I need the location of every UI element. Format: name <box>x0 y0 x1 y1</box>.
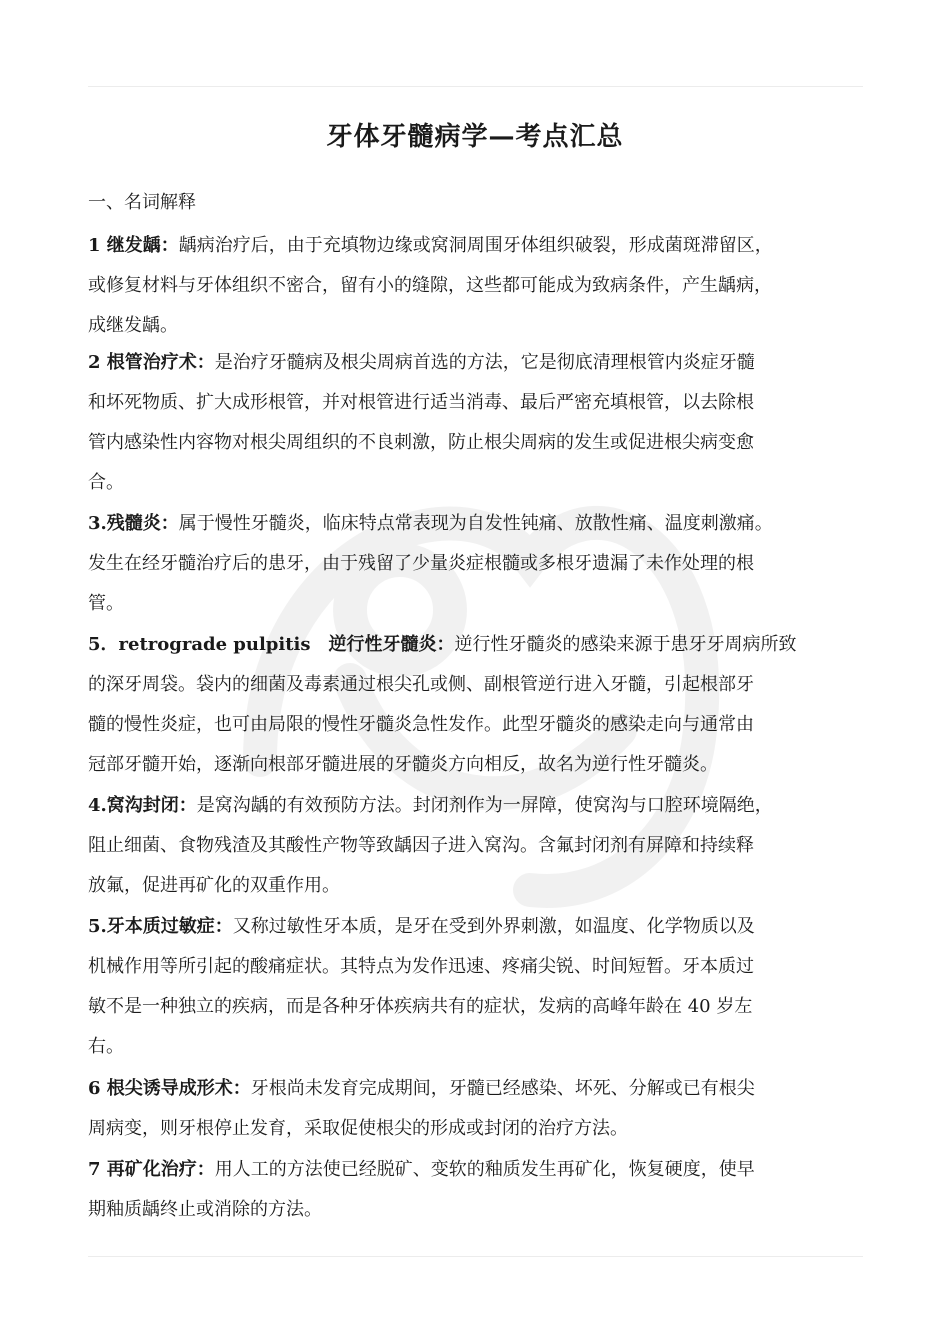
entry-line: 1 继发龋：龋病治疗后，由于充填物边缘或窝洞周围牙体组织破裂，形成菌斑滞留区， <box>88 235 773 256</box>
definition-entry <box>88 786 878 906</box>
definition-entry <box>88 625 878 785</box>
entry-line: 或修复材料与牙体组织不密合，留有小的缝隙，这些都可能成为致病条件，产生龋病， <box>88 275 772 296</box>
definition-entry <box>88 1069 878 1149</box>
entry-line: 6 根尖诱导成形术：牙根尚未发育完成期间，牙髓已经感染、坏死、分解或已有根尖 <box>88 1078 755 1099</box>
definition-entry <box>88 343 878 503</box>
entry-term: 4.窝沟封闭： <box>88 795 197 816</box>
entry-line: 期釉质龋终止或消除的方法。 <box>88 1199 322 1220</box>
section-heading: 一、名词解释 <box>88 192 196 213</box>
entry-line: 7 再矿化治疗：用人工的方法使已经脱矿、变软的釉质发生再矿化，恢复硬度，使早 <box>88 1159 755 1180</box>
entry-line: 髓的慢性炎症，也可由局限的慢性牙髓炎急性发作。此型牙髓炎的感染走向与通常由 <box>88 714 754 735</box>
entry-term: 5．retrograde pulpitis 逆行性牙髓炎： <box>88 634 455 655</box>
entry-line: 周病变，则牙根停止发育，采取促使根尖的形成或封闭的治疗方法。 <box>88 1118 628 1139</box>
entry-line: 发生在经牙髓治疗后的患牙，由于残留了少量炎症根髓或多根牙遗漏了未作处理的根 <box>88 553 754 574</box>
entry-term: 6 根尖诱导成形术： <box>88 1078 251 1099</box>
definition-entry <box>88 504 878 624</box>
entry-line: 2 根管治疗术：是治疗牙髓病及根尖周病首选的方法，它是彻底清理根管内炎症牙髓 <box>88 352 755 373</box>
entry-line: 管。 <box>88 593 124 614</box>
entry-line: 放氟，促进再矿化的双重作用。 <box>88 875 340 896</box>
entry-line: 合。 <box>88 472 124 493</box>
entry-line: 管内感染性内容物对根尖周组织的不良刺激，防止根尖周病的发生或促进根尖病变愈 <box>88 432 754 453</box>
entry-term: 7 再矿化治疗： <box>88 1159 215 1180</box>
entry-line: 机械作用等所引起的酸痛症状。其特点为发作迅速、疼痛尖锐、时间短暂。牙本质过 <box>88 956 754 977</box>
entry-term: 5.牙本质过敏症： <box>88 916 233 937</box>
entry-line: 5．retrograde pulpitis 逆行性牙髓炎：逆行性牙髓炎的感染来源于患牙牙周病所致 <box>88 634 797 655</box>
document-title: 牙体牙髓病学—考点汇总 <box>326 122 624 152</box>
entry-term: 3.残髓炎： <box>88 513 179 534</box>
entry-line: 和坏死物质、扩大成形根管，并对根管进行适当消毒、最后严密充填根管，以去除根 <box>88 392 754 413</box>
header-divider <box>88 86 863 87</box>
entry-line: 冠部牙髓开始，逐渐向根部牙髓进展的牙髓炎方向相反，故名为逆行性牙髓炎。 <box>88 754 718 775</box>
entry-line: 的深牙周袋。袋内的细菌及毒素通过根尖孔或侧、副根管逆行进入牙髓，引起根部牙 <box>88 674 754 695</box>
footer-divider <box>88 1256 863 1257</box>
definition-entry <box>88 907 878 1067</box>
entry-term: 1 继发龋： <box>88 235 179 256</box>
entry-term: 2 根管治疗术： <box>88 352 215 373</box>
entry-line: 右。 <box>88 1036 124 1057</box>
entry-line: 阻止细菌、食物残渣及其酸性产物等致龋因子进入窝沟。含氟封闭剂有屏障和持续释 <box>88 835 754 856</box>
entry-line: 成继发龋。 <box>88 315 178 336</box>
entry-line: 3.残髓炎：属于慢性牙髓炎，临床特点常表现为自发性钝痛、放散性痛、温度刺激痛。 <box>88 513 773 534</box>
definition-entry <box>88 226 878 346</box>
entry-line: 4.窝沟封闭：是窝沟龋的有效预防方法。封闭剂作为一屏障，使窝沟与口腔环境隔绝， <box>88 795 773 816</box>
entry-line: 敏不是一种独立的疾病，而是各种牙体疾病共有的症状，发病的高峰年龄在 40 岁左 <box>88 996 753 1017</box>
definition-entry <box>88 1150 878 1230</box>
entry-line: 5.牙本质过敏症：又称过敏性牙本质，是牙在受到外界刺激，如温度、化学物质以及 <box>88 916 755 937</box>
